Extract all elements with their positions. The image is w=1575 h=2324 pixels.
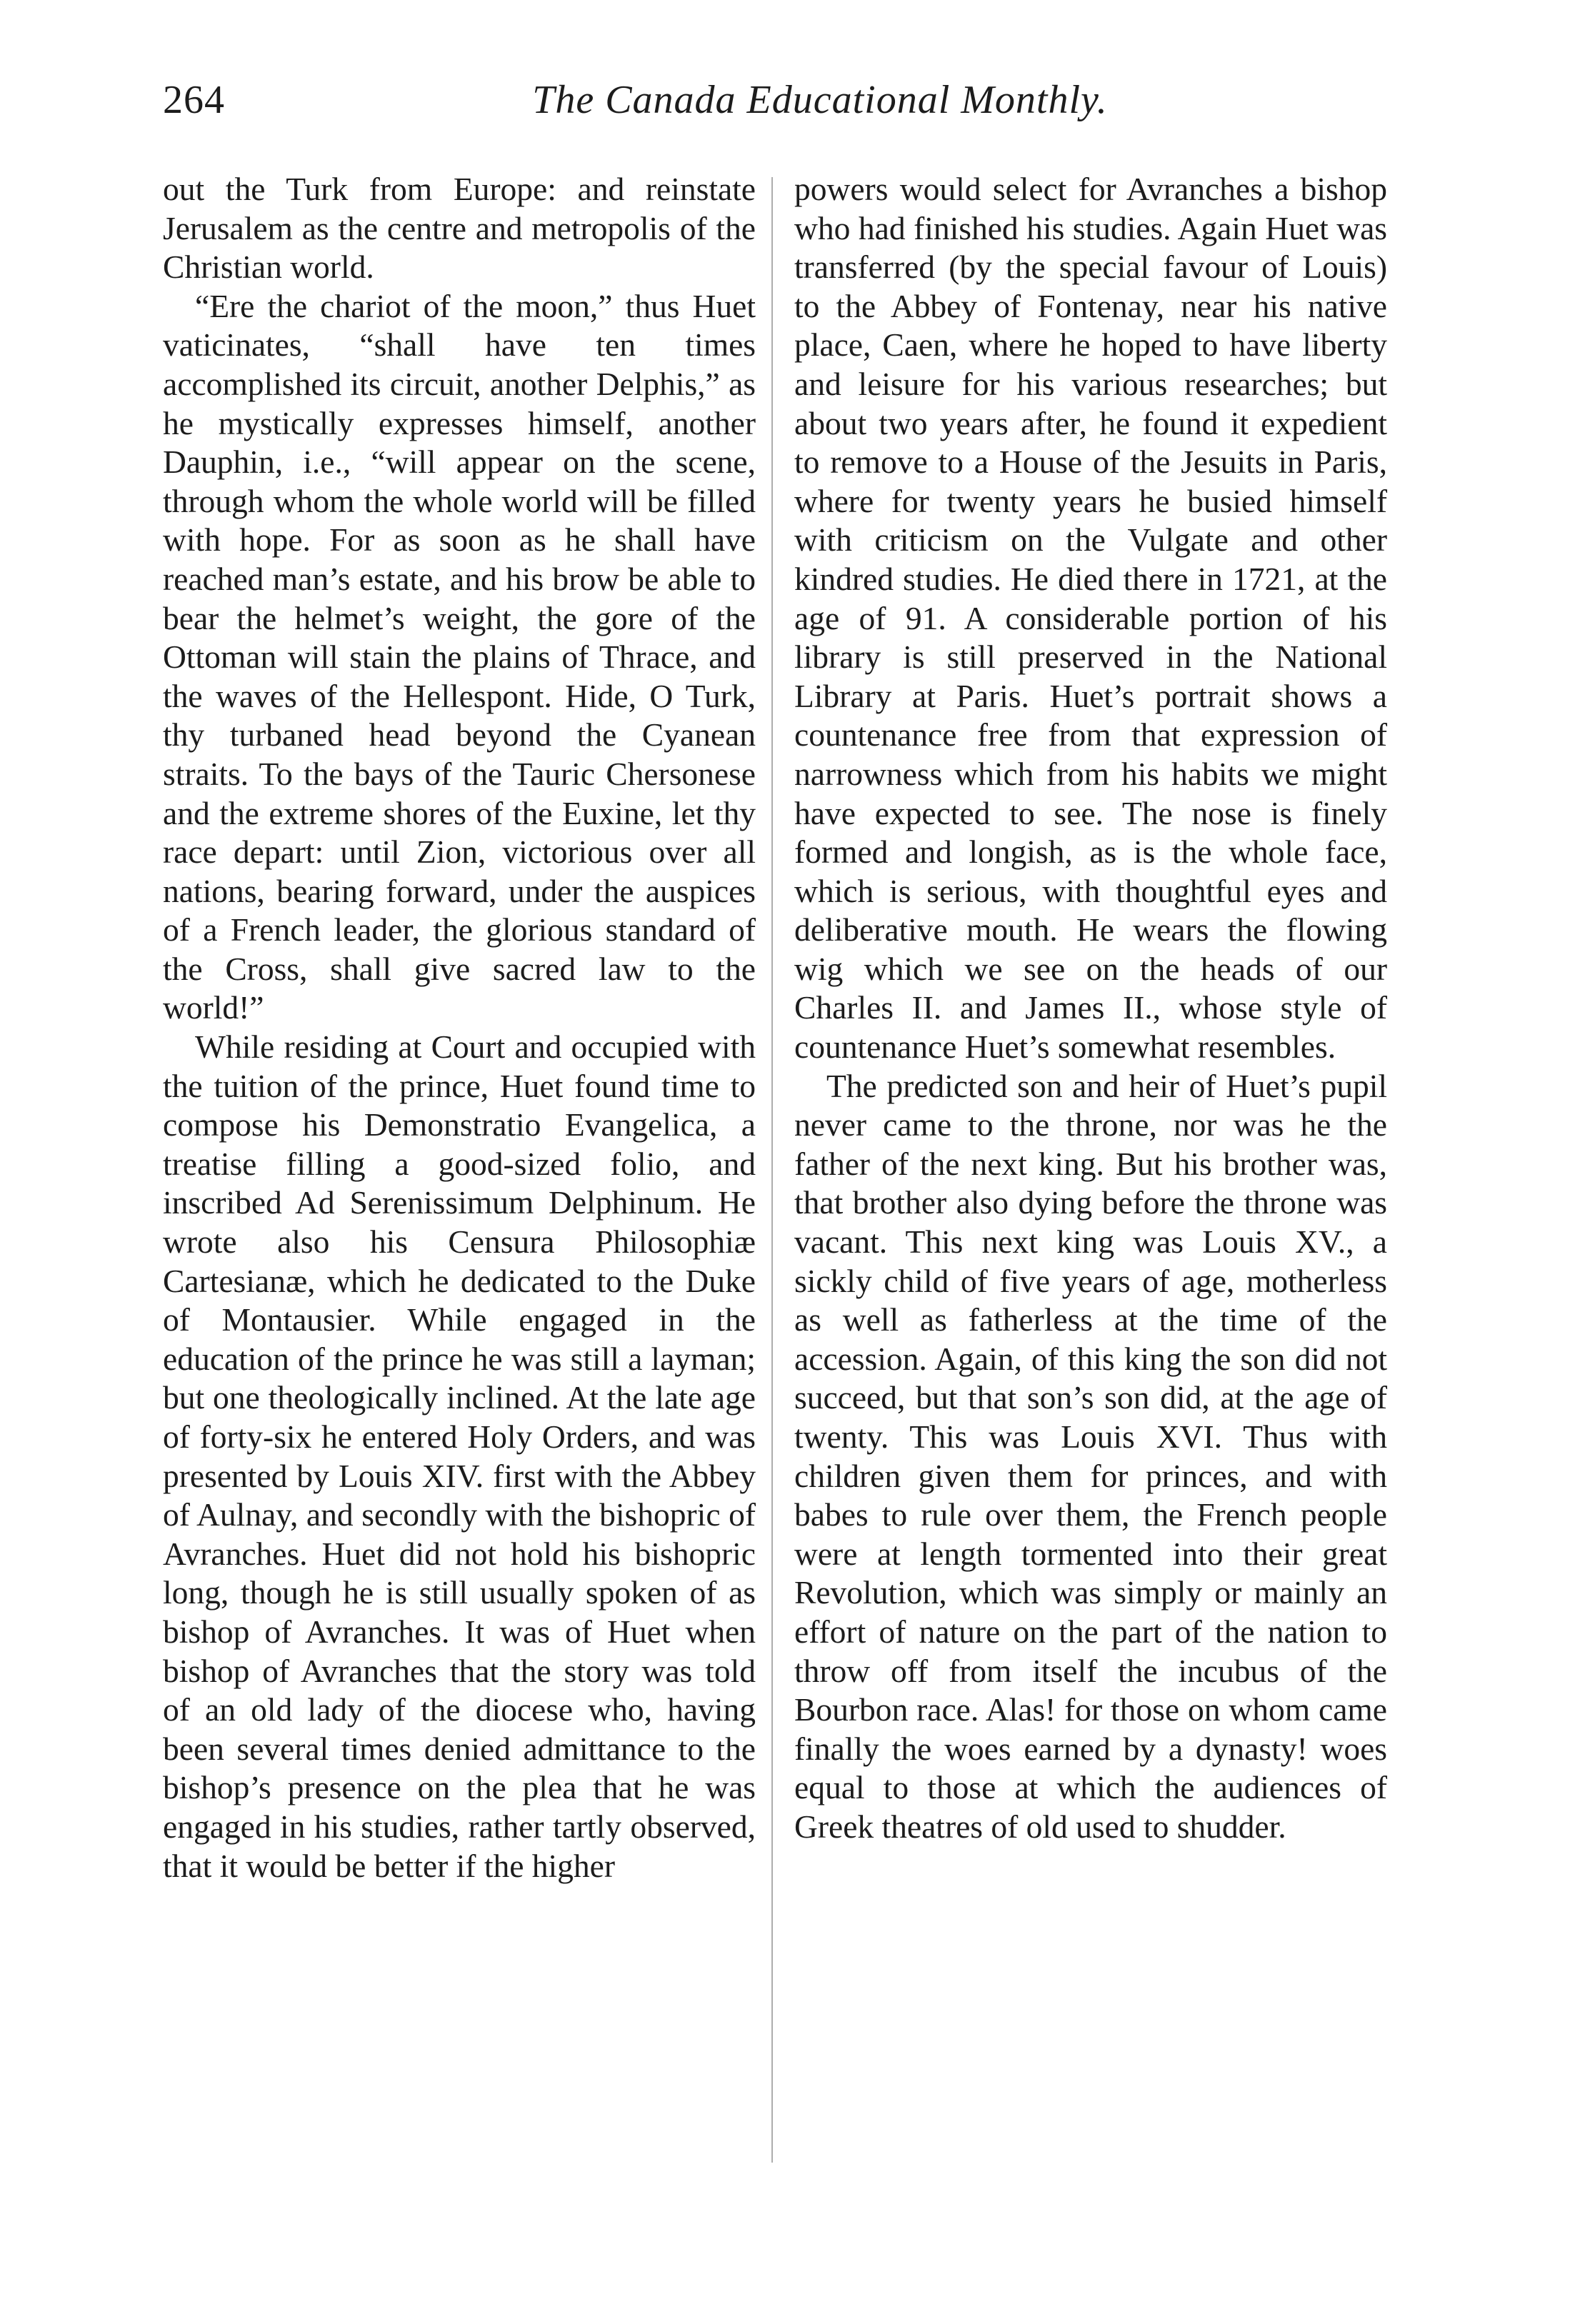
column-divider — [771, 177, 773, 2163]
right-paragraph-2: The predicted son and heir of Huet’s pupil never came to the throne, nor was he the father of the next king. But his brother was, that brother also dying before the throne was vacant. This next king was Louis XV., a sickly child of five years of age, motherless as well as fatherless at the time of the accession. Again, of this king the son did not succeed, but that son’s son did, at the age of twenty. This was Louis XVI. Thus with children given them for princes, and with babes to rule over them, the French people were at length tormented into their great Revolution, which was simply or mainly an effort of nature on the part of the nation to throw off from itself the incubus of the Bourbon race. Alas! for those on whom came finally the woes earned by a dynasty! woes equal to those at which the audiences of Greek theatres of old used to shudder. — [794, 1067, 1387, 1845]
left-paragraph-1: out the Turk from Europe: and reinstate Jerusalem as the centre and metropolis of the Christian world. — [163, 171, 756, 286]
left-paragraph-2: “Ere the chariot of the moon,” thus Huet vaticinates, “shall have ten times accomplished its circuit, another Delphis,” as he mystically expresses himself, another Dauphin, i.e., “will appear on the scene, through whom the whole world will be filled with hope. For as soon as he shall have reached man’s estate, and his brow be able to bear the helmet’s weight, the gore of the Ottoman will stain the plains of Thrace, and the waves of the Hellespont. Hide, O Turk, thy turbaned head beyond the Cyanean straits. To the bays of the Tauric Chersonese and the extreme shores of the Euxine, let thy race depart: until Zion, victorious over all nations, bearing forward, under the auspices of a French leader, the glorious standard of the Cross, shall give sacred law to the world!” — [163, 287, 756, 1026]
right-paragraph-1: powers would select for Avranches a bishop who had finished his studies. Again Huet was transferred (by the special favour of Louis) to the Abbey of Fontenay, near his native place, Caen, where he hoped to have liberty and leisure for his various researches; but about two years after, he found it expedient to remove to a House of the Jesuits in Paris, where for twenty years he busied himself with criticism on the Vulgate and other kindred studies. He died there in 1721, at the age of 91. A considerable portion of his library is still preserved in the National Library at Paris. Huet’s portrait shows a countenance free from that expression of narrowness which from his habits we might have expected to see. The nose is finely formed and longish, as is the whole face, which is serious, with thoughtful eyes and deliberative mouth. He wears the flowing wig which we see on the heads of our Charles II. and James II., whose style of countenance Huet’s somewhat resembles. — [794, 171, 1387, 1066]
left-paragraph-3: While residing at Court and occupied with the tuition of the prince, Huet found time to compose his Demonstratio Evangelica, a treatise filling a good-sized folio, and inscribed Ad Serenissimum Delphinum. He wrote also his Censura Philosophiæ Cartesianæ, which he dedicated to the Duke of Montausier. While engaged in the education of the prince he was still a layman; but one theologically inclined. At the late age of forty-six he entered Holy Orders, and was presented by Louis XIV. first with the Abbey of Aulnay, and secondly with the bishopric of Avranches. Huet did not hold his bishopric long, though he is still usually spoken of as bishop of Avranches. It was of Huet when bishop of Avranches that the story was told of an old lady of the diocese who, having been several times denied admittance to the bishop’s presence on the plea that he was engaged in his studies, rather tartly observed, that it would be better if the higher — [163, 1028, 756, 1884]
right-column — [794, 170, 1387, 1847]
page-number: 264 — [163, 78, 225, 122]
running-head — [163, 77, 1477, 141]
journal-title: The Canada Educational Monthly. — [532, 78, 1108, 122]
left-column — [163, 170, 756, 1885]
